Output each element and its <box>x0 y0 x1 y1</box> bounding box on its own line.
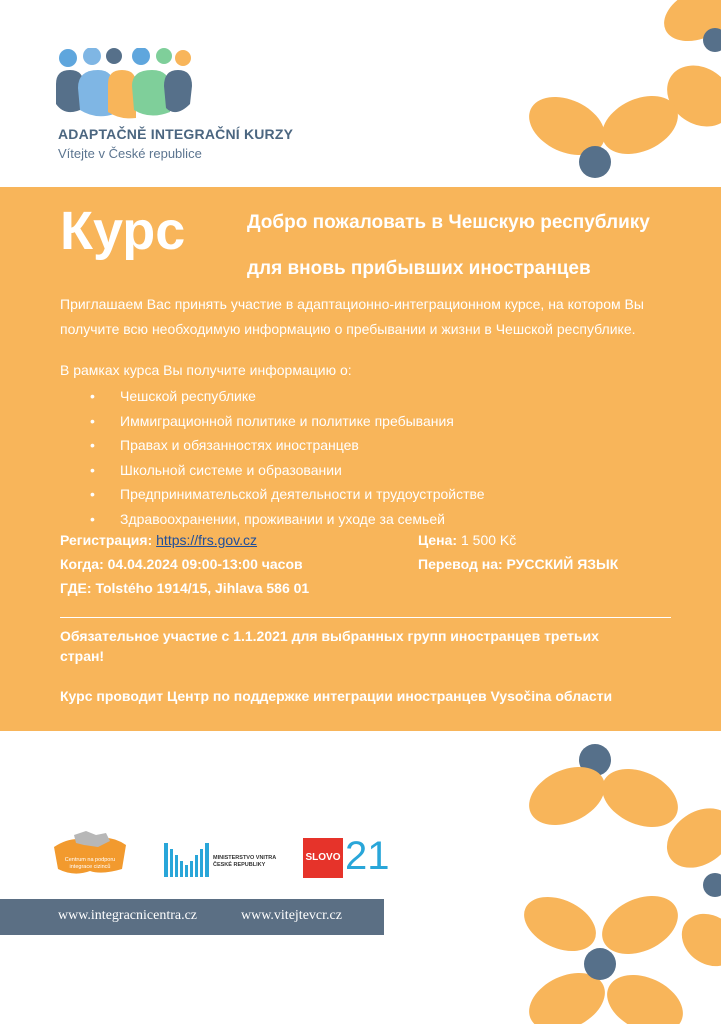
registration-link[interactable]: https://frs.gov.cz <box>156 532 258 548</box>
list-item <box>60 458 485 483</box>
footer-bar <box>0 899 384 935</box>
integration-center-logo <box>52 827 128 877</box>
decorative-flower-bottom <box>520 731 721 1024</box>
intro-text: Приглашаем Вас принять участие в адаптационно-интеграционном курсе, на котором Вы получите всю необходимую информацию о пребывании и жизни в Чешской республике. <box>60 296 644 337</box>
divider <box>60 617 671 618</box>
topic-text: Иммиграционной политике и политике пребывания <box>120 412 454 429</box>
topic-text: Чешской республике <box>120 388 256 404</box>
price <box>418 532 516 548</box>
people-logo-icon <box>56 48 194 120</box>
ministry-line-1: MINISTERSTVO VNITRA <box>213 855 277 861</box>
translation-value: РУССКИЙ ЯЗЫК <box>506 556 619 572</box>
bullet-icon: • <box>90 510 95 527</box>
ministry-line-2: ČESKÉ REPUBLIKY <box>213 862 266 868</box>
registration <box>60 532 257 548</box>
bullet-icon: • <box>90 388 95 404</box>
bullet-icon: • <box>90 486 95 503</box>
ministry-logo-text <box>213 855 276 869</box>
bullet-icon: • <box>90 412 95 429</box>
topics-list <box>60 384 485 532</box>
topic-text: Школьной системе и образовании <box>120 461 342 478</box>
footer-link-vitejtevcr[interactable]: www.vitejtevcr.cz <box>241 908 342 923</box>
slovo21-logo <box>303 834 390 878</box>
slovo-number: 21 <box>345 834 390 878</box>
topic-text: Правах и обязанностях иностранцев <box>120 437 359 454</box>
list-item <box>60 507 485 532</box>
topic-text: Здравоохранении, проживании и уходе за семьей <box>120 510 445 527</box>
bullet-icon: • <box>90 461 95 478</box>
topic-text: Предпринимательской деятельности и трудоустройстве <box>120 486 485 503</box>
organizer-note: Курс проводит Центр по поддержке интеграции иностранцев Vysočina области <box>60 688 613 704</box>
list-item <box>60 384 485 409</box>
ministry-logo-icon <box>164 843 210 877</box>
bullet-icon: • <box>90 437 95 454</box>
mandatory-note: Обязательное участие с 1.1.2021 для выбранных групп иностранцев третьих стран! <box>60 628 599 664</box>
price-value: 1 500 Kč <box>460 532 517 548</box>
when-text: Когда: 04.04.2024 09:00-13:00 часов <box>60 556 303 572</box>
list-item <box>60 433 485 458</box>
brand-subtitle: Vítejte v České republice <box>58 146 202 161</box>
center-logo-line-1: Centrum na podporu <box>64 857 116 863</box>
page-title: Курс <box>60 201 186 261</box>
where-text: ГДЕ: Tolstého 1914/15, Jihlava 586 01 <box>60 580 310 596</box>
list-item <box>60 409 485 434</box>
translation-label: Перевод на: <box>418 556 503 572</box>
heading-line-1: Добро пожаловать в Чешскую республику <box>247 212 650 233</box>
footer-link-integracnicentra[interactable]: www.integracnicentra.cz <box>58 908 198 923</box>
translation <box>418 556 618 572</box>
decorative-flower-top <box>520 0 721 210</box>
heading-line-2: для вновь прибывших иностранцев <box>247 258 591 279</box>
center-logo-line-2: integrace cizinců <box>69 864 111 870</box>
list-item <box>60 482 485 507</box>
registration-label: Регистрация: <box>60 532 153 548</box>
slovo-label: SLOVO <box>303 838 343 878</box>
price-label: Цена: <box>418 532 458 548</box>
brand-title: ADAPTAČNĚ INTEGRAČNÍ KURZY <box>58 126 294 142</box>
topics-lead: В рамках курса Вы получите информацию о: <box>60 362 352 378</box>
